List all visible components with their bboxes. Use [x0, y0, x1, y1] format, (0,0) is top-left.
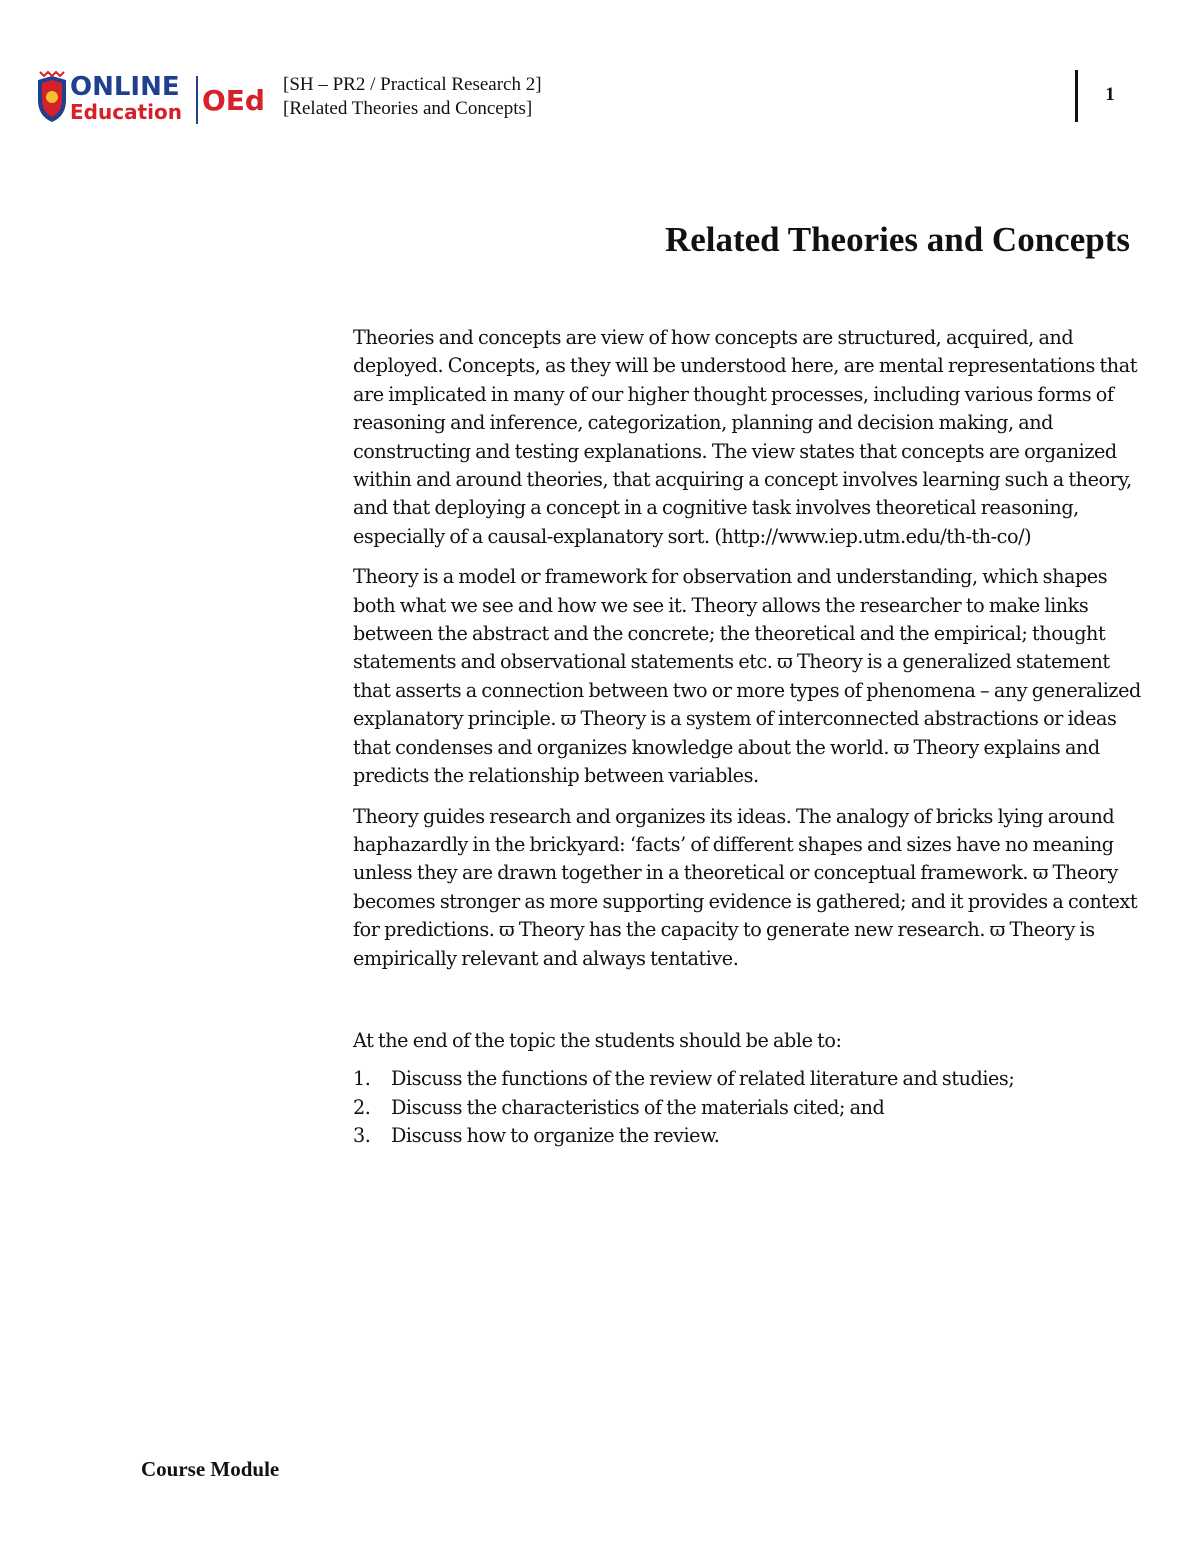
shield-emblem-icon	[36, 70, 276, 126]
list-item	[353, 1065, 1143, 1093]
header-topic: [Related Theories and Concepts]	[283, 98, 533, 119]
list-item-number: 2.	[353, 1095, 371, 1119]
list-item-number: 1.	[353, 1067, 371, 1091]
footer-course-module: Course Module	[141, 1457, 280, 1481]
paragraph-theory-model: Theory is a model or framework for observation and understanding, which shapes both what we see and how we see it. Theory allows the researcher to make links between the abstract and the concrete; the theoretical and the empirical; thought statements and observational statements etc. ϖ Theory is a generalized statement that asserts a connection between two or more types of phenomena – any generalized explanatory principle. ϖ Theory is a system of interconnected abstractions or ideas that condenses and organizes knowledge about the world. ϖ Theory explains and predicts the relationship between variables.	[353, 565, 1141, 788]
list-item-number: 3.	[353, 1124, 371, 1148]
header-text	[283, 73, 542, 121]
objectives-list	[353, 1065, 1143, 1150]
document-body	[353, 324, 1143, 1151]
online-education-logo	[36, 70, 276, 126]
paragraph-theories-concepts: Theories and concepts are view of how concepts are structured, acquired, and deployed. Concepts, as they will be understood here, are mental representations that are implicated in many of our higher thought processes, including various forms of reasoning and inference, categorization, planning and decision making, and constructing and testing explanations. The view states that concepts are organized within and around theories, that acquiring a concept involves learning such a theory, and that deploying a concept in a cognitive task involves theoretical reasoning, especially of a causal-explanatory sort. (http://www.iep.utm.edu/th-th-co/)	[353, 326, 1137, 548]
objectives-intro: At the end of the topic the students should be able to:	[353, 1028, 842, 1052]
logo-line1: ONLINE	[70, 72, 180, 102]
page-number: 1	[1105, 84, 1115, 105]
paragraph-theory-guides: Theory guides research and organizes its ideas. The analogy of bricks lying around haphazardly in the brickyard: ‘facts’ of different shapes and sizes have no meaning unless they are drawn together in a theoretical or conceptual framework. ϖ Theory becomes stronger as more supporting evidence is gathered; and it provides a context for predictions. ϖ Theory has the capacity to generate new research. ϖ Theory is empirically relevant and always tentative.	[353, 804, 1138, 970]
list-item-text: Discuss how to organize the review.	[391, 1124, 720, 1148]
course-code: [SH – PR2 / Practical Research 2]	[283, 74, 542, 95]
list-item	[353, 1094, 1143, 1122]
logo-mark: OEd	[202, 84, 265, 117]
logo-line2: Education	[70, 100, 182, 124]
header-divider	[1075, 70, 1078, 122]
list-item	[353, 1122, 1143, 1150]
page-title: Related Theories and Concepts	[664, 220, 1130, 259]
list-item-text: Discuss the characteristics of the materials cited; and	[391, 1095, 885, 1119]
list-item-text: Discuss the functions of the review of related literature and studies;	[391, 1067, 1015, 1091]
